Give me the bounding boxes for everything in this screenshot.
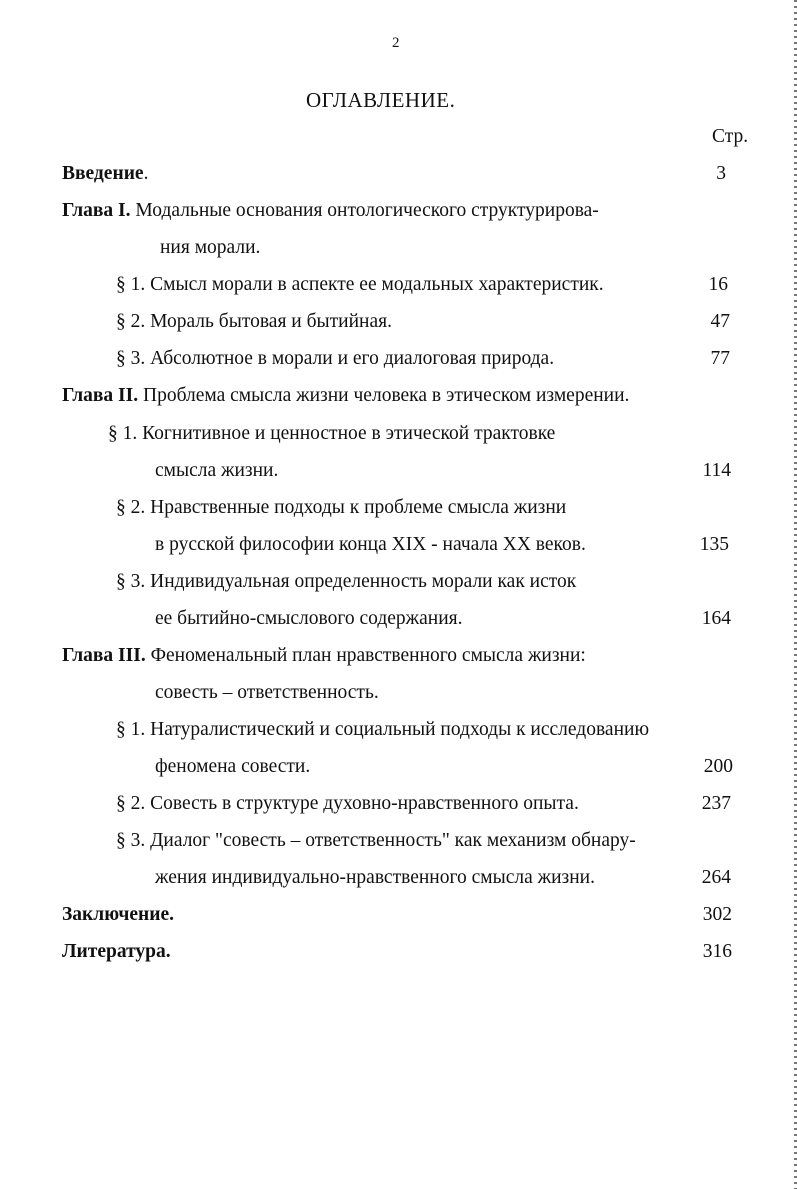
toc-section-1-2[interactable]: § 2. Мораль бытовая и бытийная. <box>116 311 392 332</box>
toc-page-number: 264 <box>701 867 731 888</box>
toc-section-title-continuation: ее бытийно-смыслового содержания. <box>155 608 463 629</box>
toc-entry-conclusion[interactable]: Заключение. <box>62 904 175 925</box>
toc-section-2-3[interactable]: § 3. Индивидуальная определенность морали как исток <box>116 571 577 592</box>
toc-page-number: 302 <box>702 904 732 925</box>
toc-entry-introduction[interactable] <box>62 164 148 184</box>
toc-section-title-continuation: феномена совести. <box>155 756 311 777</box>
toc-chapter-label: Глава III. <box>62 645 146 666</box>
page-column-header: Стр. <box>712 126 749 147</box>
toc-chapter-title: Феноменальный план нравственного смысла жизни: <box>150 645 586 666</box>
toc-chapter-label: Глава II. <box>62 385 139 406</box>
toc-page-number: 114 <box>702 460 731 481</box>
page-number: 2 <box>392 35 400 51</box>
toc-section-3-2[interactable]: § 2. Совесть в структуре духовно-нравственного опыта. <box>116 793 579 814</box>
toc-chapter-3[interactable] <box>62 646 586 666</box>
toc-section-2-1[interactable]: § 1. Когнитивное и ценностное в этической трактовке <box>108 423 556 444</box>
toc-section-2-2[interactable]: § 2. Нравственные подходы к проблеме смысла жизни <box>116 497 567 518</box>
toc-page-number: 316 <box>702 941 732 962</box>
toc-section-3-1[interactable]: § 1. Натуралистический и социальный подходы к исследованию <box>116 719 650 740</box>
toc-entry-label-dot: . <box>143 163 149 184</box>
toc-section-title-continuation: жения индивидуально-нравственного смысла жизни. <box>155 867 595 888</box>
toc-section-1-1[interactable]: § 1. Смысл морали в аспекте ее модальных характеристик. <box>116 274 604 295</box>
toc-chapter-title-continuation: совесть – ответственность. <box>155 682 379 703</box>
toc-entry-label: Введение <box>62 163 144 184</box>
toc-chapter-label: Глава I. <box>62 200 131 221</box>
page-title: ОГЛАВЛЕНИЕ. <box>306 88 456 112</box>
toc-section-3-3[interactable]: § 3. Диалог "совесть – ответственность" как механизм обнару- <box>116 830 636 851</box>
toc-page-number: 164 <box>701 608 731 629</box>
toc-section-title-continuation: смысла жизни. <box>155 460 279 481</box>
toc-page-number: 3 <box>716 163 726 184</box>
toc-page-number: 200 <box>703 756 733 777</box>
toc-chapter-title-continuation: ния морали. <box>160 237 261 258</box>
toc-chapter-title: Модальные основания онтологического структурирова- <box>135 200 599 221</box>
toc-page-number: 77 <box>710 348 730 369</box>
toc-page-number: 16 <box>708 274 728 295</box>
toc-chapter-title: Проблема смысла жизни человека в этическом измерении. <box>142 385 630 406</box>
toc-entry-bibliography[interactable]: Литература. <box>62 941 171 962</box>
toc-section-title-continuation: в русской философии конца XIX - начала XX веков. <box>155 534 586 555</box>
toc-page-number: 237 <box>701 793 731 814</box>
toc-chapter-2[interactable] <box>62 386 629 406</box>
toc-page-number: 47 <box>710 311 730 332</box>
toc-page-number: 135 <box>699 534 729 555</box>
toc-chapter-1[interactable] <box>62 201 599 221</box>
toc-section-1-3[interactable]: § 3. Абсолютное в морали и его диалоговая природа. <box>116 348 555 369</box>
